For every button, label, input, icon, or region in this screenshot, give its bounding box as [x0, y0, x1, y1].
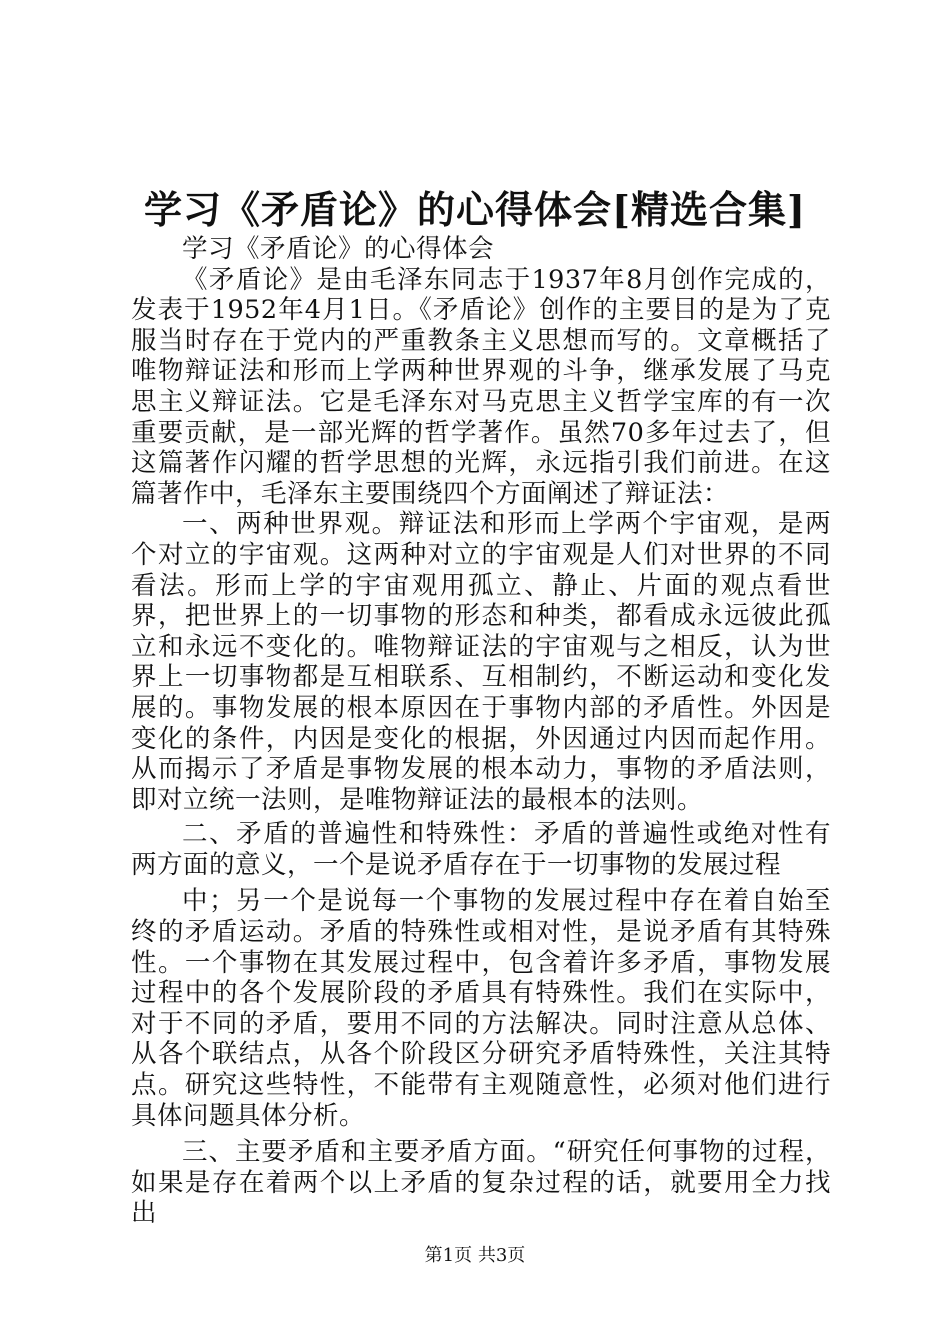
- paragraph-section-1: 一、两种世界观。辩证法和形而上学两个宇宙观，是两个对立的宇宙观。这两种对立的宇宙观是人们对世界的不同看法。形而上学的宇宙观用孤立、静止、片面的观点看世界，把世界上的一切事物的形态和种类，都看成永远彼此孤立和永远不变化的。唯物辩证法的宇宙观与之相反，认为世界上一切事物都是互相联系、互相制约，不断运动和变化发展的。事物发展的根本原因在于事物内部的矛盾性。外因是变化的条件，内因是变化的根据，外因通过内因而起作用。从而揭示了矛盾是事物发展的根本动力，事物的矛盾法则，即对立统一法则，是唯物辩证法的最根本的法则。: [131, 509, 831, 815]
- paragraph-intro: 《矛盾论》是由毛泽东同志于1937年8月创作完成的，发表于1952年4月1日。《矛盾论》创作的主要目的是为了克服当时存在于党内的严重教条主义思想而写的。文章概括了唯物辩证法和形而上学两种世界观的斗争，继承发展了马克思主义辩证法。它是毛泽东对马克思主义哲学宝库的有一次重要贡献，是一部光辉的哲学著作。虽然70多年过去了，但这篇著作闪耀的哲学思想的光辉，永远指引我们前进。在这篇著作中，毛泽东主要围绕四个方面阐述了辩证法：: [131, 264, 831, 509]
- paragraph-section-2: 二、矛盾的普遍性和特殊性：矛盾的普遍性或绝对性有两方面的意义，一个是说矛盾存在于一切事物的发展过程: [131, 819, 831, 880]
- paragraph-section-2-continued: 中；另一个是说每一个事物的发展过程中存在着自始至终的矛盾运动。矛盾的特殊性或相对性，是说矛盾有其特殊性。一个事物在其发展过程中，包含着许多矛盾，事物发展过程中的各个发展阶段的矛盾具有特殊性。我们在实际中，对于不同的矛盾，要用不同的方法解决。同时注意从总体、从各个联结点，从各个阶段区分研究矛盾特殊性，关注其特点。研究这些特性，不能带有主观随意性，必须对他们进行具体问题具体分析。: [131, 886, 831, 1131]
- page-footer: 第1页 共3页: [424, 1245, 526, 1266]
- document-subtitle: 学习《矛盾论》的心得体会: [182, 234, 495, 264]
- document-title: 学习《矛盾论》的心得体会[精选合集]: [144, 187, 806, 232]
- paragraph-section-3: 三、主要矛盾和主要矛盾方面。“研究任何事物的过程，如果是存在着两个以上矛盾的复杂过程的话，就要用全力找出: [131, 1137, 831, 1229]
- document-body: [131, 234, 831, 1229]
